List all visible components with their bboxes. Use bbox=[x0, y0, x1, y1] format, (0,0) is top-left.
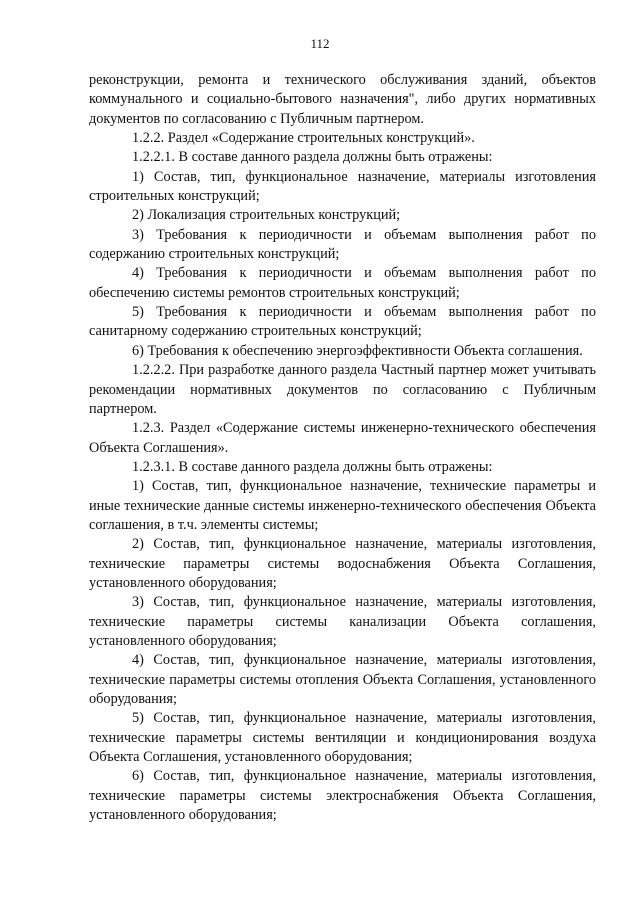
list-item-1-2-2-1-5: 5) Требования к периодичности и объемам выполнения работ по санитарному содержанию строительных конструкций; bbox=[89, 304, 596, 340]
section-heading-1-2-2: 1.2.2. Раздел «Содержание строительных конструкций». bbox=[132, 130, 475, 147]
list-item-1-2-3-1-4: 4) Состав, тип, функциональное назначение, материалы изготовления, технические параметры системы отопления Объекта Соглашения, установленного оборудования; bbox=[89, 652, 596, 707]
subsection-1-2-2-1: 1.2.2.1. В составе данного раздела должны быть отражены: bbox=[132, 149, 493, 166]
list-item-1-2-2-1-3: 3) Требования к периодичности и объемам выполнения работ по содержанию строительных конструкций; bbox=[89, 226, 596, 263]
page-number: 112 bbox=[310, 36, 330, 51]
paragraph-continuation: реконструкции, ремонта и технического обслуживания зданий, объектов коммунального и социально-бытового назначения", либо других нормативных документов по согласованию с Публичным партнером. bbox=[89, 72, 596, 127]
document-body bbox=[89, 71, 596, 825]
subsection-1-2-3-1: 1.2.3.1. В составе данного раздела должны быть отражены: bbox=[132, 458, 493, 475]
list-item-1-2-2-1-1: 1) Состав, тип, функциональное назначение, материалы изготовления строительных конструкций; bbox=[89, 168, 596, 205]
list-item-1-2-3-1-6: 6) Состав, тип, функциональное назначение, материалы изготовления, технические параметры системы электроснабжения Объекта Соглашения, установленного оборудования; bbox=[89, 768, 596, 824]
list-item-1-2-3-1-1: 1) Состав, тип, функциональное назначение, технические параметры и иные технические данные системы инженерно-технического обеспечения Объекта соглашения, в т.ч. элементы системы; bbox=[89, 478, 596, 533]
subsection-1-2-2-2: 1.2.2.2. При разработке данного раздела Частный партнер может учитывать рекомендации нормативных документов по согласованию с Публичным партнером. bbox=[89, 362, 596, 417]
section-heading-1-2-3: 1.2.3. Раздел «Содержание системы инженерно-технического обеспечения Объекта Соглашения». bbox=[89, 420, 596, 456]
list-item-1-2-3-1-2: 2) Состав, тип, функциональное назначение, материалы изготовления, технические параметры системы водоснабжения Объекта Соглашения, установленного оборудования; bbox=[89, 536, 596, 591]
list-item-1-2-2-1-4: 4) Требования к периодичности и объемам выполнения работ по обеспечению системы ремонтов строительных конструкций; bbox=[89, 265, 596, 301]
list-item-1-2-3-1-3: 3) Состав, тип, функциональное назначение, материалы изготовления, технические параметры системы канализации Объекта соглашения, установленного оборудования; bbox=[89, 594, 596, 649]
list-item-1-2-3-1-5: 5) Состав, тип, функциональное назначение, материалы изготовления, технические параметры системы вентиляции и кондиционирования воздуха Объекта Соглашения, установленного оборудования; bbox=[89, 710, 596, 766]
list-item-1-2-2-1-2: 2) Локализация строительных конструкций; bbox=[132, 207, 401, 224]
list-item-1-2-2-1-6: 6) Требования к обеспечению энергоэффективности Объекта соглашения. bbox=[132, 342, 583, 359]
